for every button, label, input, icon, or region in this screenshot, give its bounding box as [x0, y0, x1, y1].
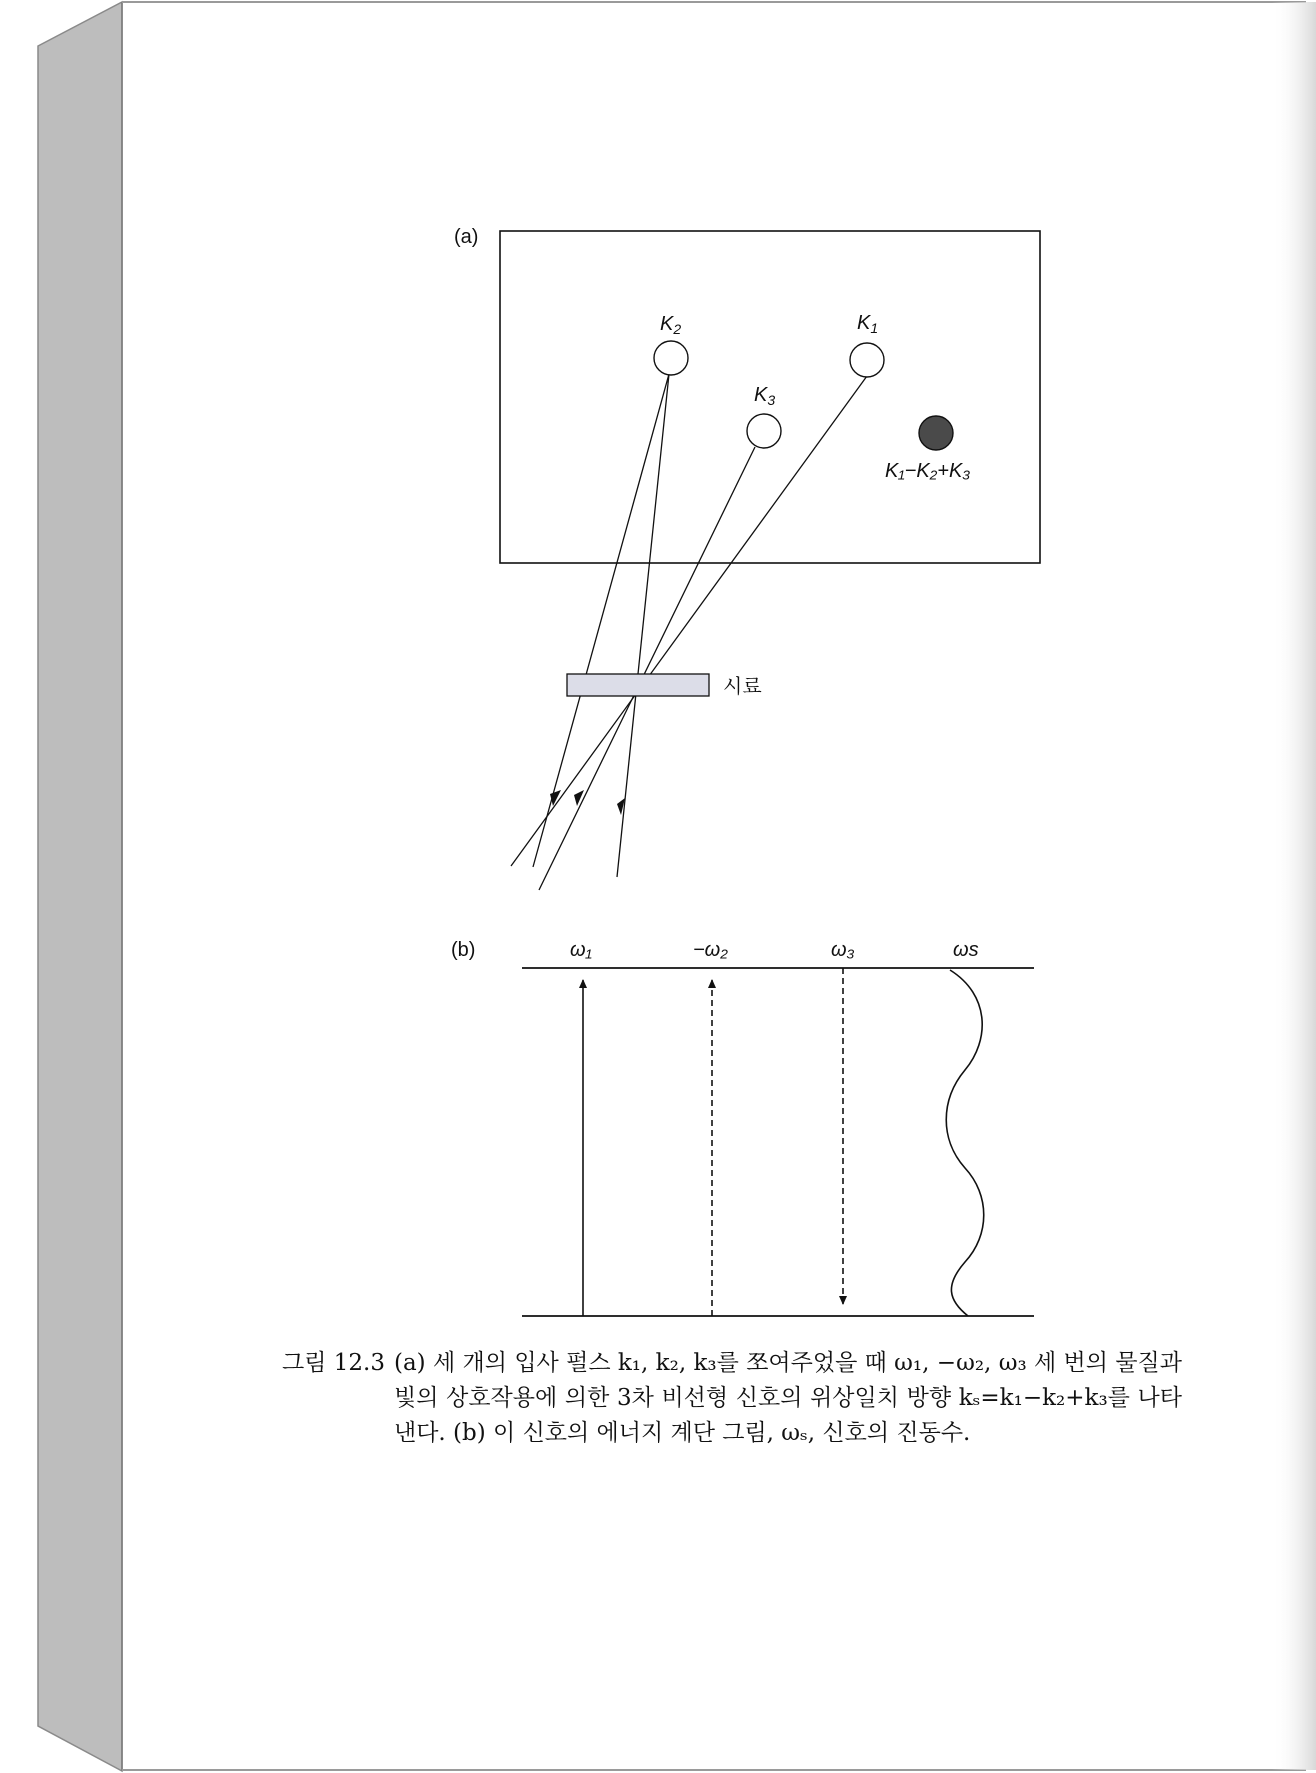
spot-k2-label: $K_2$ — [660, 313, 682, 337]
book-spine — [38, 2, 122, 1771]
panel-a — [454, 226, 1040, 890]
w3-label: ω₃ — [831, 939, 855, 961]
ws-wave — [946, 970, 984, 1316]
page-edge — [122, 2, 1316, 1770]
spot-k1-label: $K_1$ — [857, 312, 879, 336]
sample-label: 시료 — [723, 676, 762, 698]
beam-k2-incoming — [617, 374, 669, 877]
sample — [567, 674, 709, 696]
caption-label: 그림 12.3 — [282, 1350, 385, 1376]
spot-k3 — [747, 414, 781, 448]
panel-b-label: (b) — [451, 939, 476, 961]
spot-k3-label: $K_3$ — [754, 384, 776, 408]
ws-label: ωs — [953, 939, 979, 961]
spot-k2 — [654, 341, 688, 375]
w1-label: ω₁ — [570, 939, 592, 961]
beam-k3 — [539, 447, 755, 890]
spot-signal-label: K₁−K₂+K₃ — [885, 460, 971, 482]
panel-a-label: (a) — [454, 226, 479, 248]
incoming-arrows — [550, 790, 625, 815]
w2-label: −ω₂ — [693, 939, 728, 961]
figure-caption — [282, 1346, 1182, 1451]
panel-b — [451, 939, 1034, 1316]
beam-k1 — [511, 376, 867, 866]
spot-signal — [919, 416, 953, 450]
caption-text: (a) 세 개의 입사 펄스 k₁, k₂, k₃를 쪼여주었을 때 ω₁, −ω₂, ω₃ 세 번의 물질과 빛의 상호작용에 의한 3차 비선형 신호의 위상일치 방향 kₛ=k₁−k₂+k₃를 나타낸다. (b) 이 신호의 에너지 계단 그림, ωₛ, 신호의 진동수. — [394, 1350, 1182, 1446]
spot-k1 — [850, 343, 884, 377]
